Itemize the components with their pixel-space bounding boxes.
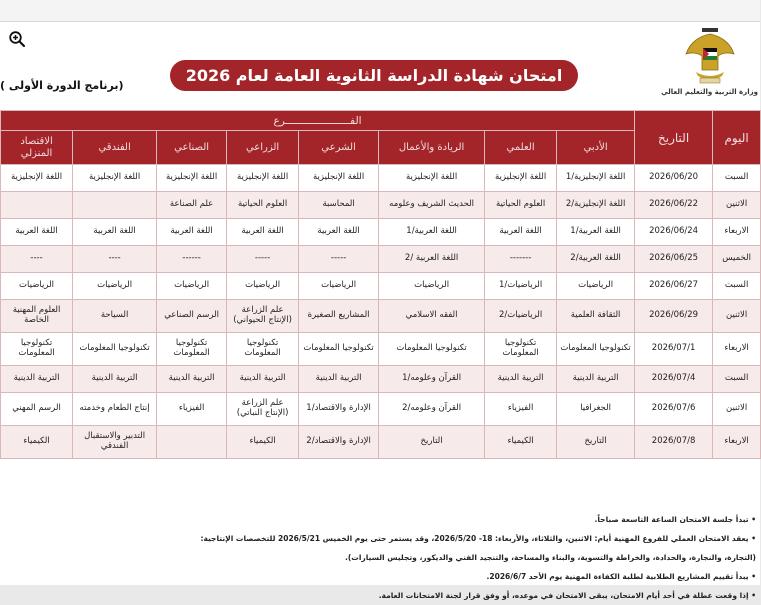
subject-cell: اللغة الإنجليزية bbox=[299, 165, 379, 192]
zoom-in-icon bbox=[8, 30, 26, 48]
subject-cell: تكنولوجيا المعلومات bbox=[557, 333, 635, 366]
schedule-row bbox=[1, 366, 761, 393]
day-cell: الاثنين bbox=[713, 393, 761, 426]
subject-cell: اللغة العربية/2 bbox=[557, 246, 635, 273]
date-header: التاريخ bbox=[635, 111, 713, 165]
subject-cell: الرياضيات bbox=[557, 273, 635, 300]
subject-cell: اللغة الإنجليزية bbox=[73, 165, 157, 192]
schedule-row bbox=[1, 192, 761, 219]
day-cell: السبت bbox=[713, 165, 761, 192]
day-cell: الاثنين bbox=[713, 300, 761, 333]
subject-cell: اللغة العربية /2 bbox=[379, 246, 485, 273]
subject-cell: العلوم المهنية الخاصة bbox=[1, 300, 73, 333]
subject-cell: الإدارة والاقتصاد/1 bbox=[299, 393, 379, 426]
branch-column-header: الريادة والأعمال bbox=[379, 131, 485, 165]
subject-cell: الرياضيات bbox=[299, 273, 379, 300]
subject-cell: اللغة الإنجليزية bbox=[1, 165, 73, 192]
schedule-row bbox=[1, 426, 761, 459]
date-cell: 2026/07/8 bbox=[635, 426, 713, 459]
note-item: • تبدأ جلسة الامتحان الساعة التاسعة صباحاً. bbox=[594, 515, 756, 524]
subject-cell: التربية الدينية bbox=[73, 366, 157, 393]
branch-column-header: الأدبي bbox=[557, 131, 635, 165]
date-cell: 2026/07/6 bbox=[635, 393, 713, 426]
branch-column-header: الصناعي bbox=[157, 131, 227, 165]
subject-cell: العلوم الحياتية bbox=[485, 192, 557, 219]
subject-cell: المشاريع الصغيرة bbox=[299, 300, 379, 333]
subject-cell: تكنولوجيا المعلومات bbox=[299, 333, 379, 366]
date-cell: 2026/06/29 bbox=[635, 300, 713, 333]
subject-cell: تكنولوجيا المعلومات bbox=[485, 333, 557, 366]
schedule-row bbox=[1, 246, 761, 273]
subject-cell: التربية الدينية bbox=[299, 366, 379, 393]
subject-cell: الرياضيات bbox=[157, 273, 227, 300]
subject-cell: اللغة الإنجليزية bbox=[485, 165, 557, 192]
subject-cell: اللغة الإنجليزية bbox=[227, 165, 299, 192]
subject-cell: المحاسبة bbox=[299, 192, 379, 219]
subject-cell: الحديث الشريف وعلومه bbox=[379, 192, 485, 219]
subject-cell: العلوم الحياتية bbox=[227, 192, 299, 219]
subject-cell: الرياضيات bbox=[1, 273, 73, 300]
subject-cell: القرآن وعلومه/1 bbox=[379, 366, 485, 393]
subject-cell: الرياضيات/2 bbox=[485, 300, 557, 333]
date-cell: 2026/06/22 bbox=[635, 192, 713, 219]
schedule-row bbox=[1, 393, 761, 426]
subject-cell: الرياضيات bbox=[227, 273, 299, 300]
note-item: (التجارة، والنجارة، والحدادة، والخراطة والتسوية، والبناء والمساحة، والتنجيد الفني والديكور، وتجليس السيارات). bbox=[345, 553, 756, 562]
schedule-row bbox=[1, 219, 761, 246]
day-header: اليوم bbox=[713, 111, 761, 165]
day-cell: الاربعاء bbox=[713, 426, 761, 459]
subject-cell: الكيمياء bbox=[227, 426, 299, 459]
subject-cell: اللغة الإنجليزية/1 bbox=[557, 165, 635, 192]
subject-cell: اللغة العربية bbox=[73, 219, 157, 246]
subject-cell: التدبير والاستقبال الفندقي bbox=[73, 426, 157, 459]
date-cell: 2026/06/20 bbox=[635, 165, 713, 192]
subject-cell: اللغة العربية bbox=[157, 219, 227, 246]
subject-cell: الفقه الاسلامي bbox=[379, 300, 485, 333]
day-cell: الاثنين bbox=[713, 192, 761, 219]
subject-cell: الفيزياء bbox=[157, 393, 227, 426]
day-cell: الاربعاء bbox=[713, 219, 761, 246]
note-item: • إذا وقعت عطلة في أحد أيام الامتحان، يبقى الامتحان في موعده، أو وفق قرار لجنة الامتحانات العامة. bbox=[378, 591, 756, 600]
zoom-in-button[interactable] bbox=[6, 28, 28, 50]
subject-cell: اللغة الإنجليزية/2 bbox=[557, 192, 635, 219]
day-cell: الاربعاء bbox=[713, 333, 761, 366]
ministry-emblem bbox=[682, 26, 738, 88]
subject-cell: تكنولوجيا المعلومات bbox=[1, 333, 73, 366]
subject-cell: الرياضيات bbox=[379, 273, 485, 300]
branch-column-header: الفندقي bbox=[73, 131, 157, 165]
subject-cell: اللغة العربية bbox=[299, 219, 379, 246]
subject-cell: تكنولوجيا المعلومات bbox=[73, 333, 157, 366]
day-cell: الخميس bbox=[713, 246, 761, 273]
subject-cell: ---- bbox=[73, 246, 157, 273]
subject-cell: اللغة الإنجليزية bbox=[379, 165, 485, 192]
day-cell: السبت bbox=[713, 273, 761, 300]
branch-column-header: الشرعي bbox=[299, 131, 379, 165]
subject-cell: الرسم الصناعي bbox=[157, 300, 227, 333]
subject-cell: علم الصناعة bbox=[157, 192, 227, 219]
subject-cell: الثقافة العلمية bbox=[557, 300, 635, 333]
subject-cell: التربية الدينية bbox=[157, 366, 227, 393]
date-cell: 2026/07/4 bbox=[635, 366, 713, 393]
subject-cell bbox=[73, 192, 157, 219]
subject-cell: الرياضيات/1 bbox=[485, 273, 557, 300]
day-cell: السبت bbox=[713, 366, 761, 393]
subject-cell: ------ bbox=[157, 246, 227, 273]
subject-cell: اللغة الإنجليزية bbox=[157, 165, 227, 192]
date-cell: 2026/07/1 bbox=[635, 333, 713, 366]
branch-column-header: العلمي bbox=[485, 131, 557, 165]
subject-cell: اللغة العربية bbox=[1, 219, 73, 246]
subject-cell: ----- bbox=[299, 246, 379, 273]
subject-cell: الإدارة والاقتصاد/2 bbox=[299, 426, 379, 459]
subject-cell: الكيمياء bbox=[485, 426, 557, 459]
subject-cell: ---- bbox=[1, 246, 73, 273]
subject-cell: ----- bbox=[227, 246, 299, 273]
schedule-row bbox=[1, 165, 761, 192]
date-cell: 2026/06/25 bbox=[635, 246, 713, 273]
subject-cell: تكنولوجيا المعلومات bbox=[227, 333, 299, 366]
subject-cell: اللغة العربية/1 bbox=[379, 219, 485, 246]
subject-cell: الرياضيات bbox=[73, 273, 157, 300]
subject-cell: الرسم المهني bbox=[1, 393, 73, 426]
note-item: • يبدأ تقييم المشاريع الطلابية لطلبة الكفاءة المهنية يوم الأحد 2026/6/7. bbox=[486, 572, 756, 581]
subject-cell: القرآن وعلومه/2 bbox=[379, 393, 485, 426]
schedule-row bbox=[1, 300, 761, 333]
subject-cell: الجغرافيا bbox=[557, 393, 635, 426]
subject-cell: الكيمياء bbox=[1, 426, 73, 459]
page-title: امتحان شهادة الدراسة الثانوية العامة لعام 2026 bbox=[170, 60, 578, 91]
document-page bbox=[0, 22, 760, 600]
subject-cell: اللغة العربية bbox=[227, 219, 299, 246]
subject-cell: ------- bbox=[485, 246, 557, 273]
viewer-top-bar bbox=[0, 0, 760, 22]
subject-cell: تكنولوجيا المعلومات bbox=[379, 333, 485, 366]
subject-cell: الفيزياء bbox=[485, 393, 557, 426]
branch-column-header: الزراعي bbox=[227, 131, 299, 165]
schedule-row bbox=[1, 333, 761, 366]
schedule-row bbox=[1, 273, 761, 300]
date-cell: 2026/06/27 bbox=[635, 273, 713, 300]
subject-cell: التربية الدينية bbox=[557, 366, 635, 393]
subject-cell: اللغة العربية/1 bbox=[557, 219, 635, 246]
subject-cell: علم الزراعة (الإنتاج الحيواني) bbox=[227, 300, 299, 333]
subject-cell: السياحة bbox=[73, 300, 157, 333]
subject-cell bbox=[1, 192, 73, 219]
subject-cell: التربية الدينية bbox=[227, 366, 299, 393]
date-cell: 2026/06/24 bbox=[635, 219, 713, 246]
branch-header: الفـــــــــــــــــــــرع bbox=[1, 111, 635, 131]
subject-cell: التاريخ bbox=[379, 426, 485, 459]
subject-cell: تكنولوجيا المعلومات bbox=[157, 333, 227, 366]
subject-cell: التاريخ bbox=[557, 426, 635, 459]
notes-section bbox=[4, 510, 756, 605]
subject-cell: إنتاج الطعام وخدمته bbox=[73, 393, 157, 426]
note-item: • يعقد الامتحان العملي للفروع المهنية أيام: الاثنين، والثلاثاء، والأربعاء: 18- 2026/5/20، وقد يستمر حتى يوم الخميس 2026/5/21 للتخصصات الإنتاجية: bbox=[200, 534, 756, 543]
subject-cell bbox=[157, 426, 227, 459]
subject-cell: التربية الدينية bbox=[1, 366, 73, 393]
program-label: (برنامج الدورة الأولى ) bbox=[0, 79, 124, 92]
subject-cell: التربية الدينية bbox=[485, 366, 557, 393]
subject-cell: علم الزراعة (الإنتاج النباتي) bbox=[227, 393, 299, 426]
branch-column-header: الاقتصاد المنزلي bbox=[1, 131, 73, 165]
subject-cell: اللغة العربية bbox=[485, 219, 557, 246]
ministry-name: وزارة التربية والتعليم العالي bbox=[661, 88, 758, 96]
exam-schedule-table bbox=[0, 110, 761, 459]
